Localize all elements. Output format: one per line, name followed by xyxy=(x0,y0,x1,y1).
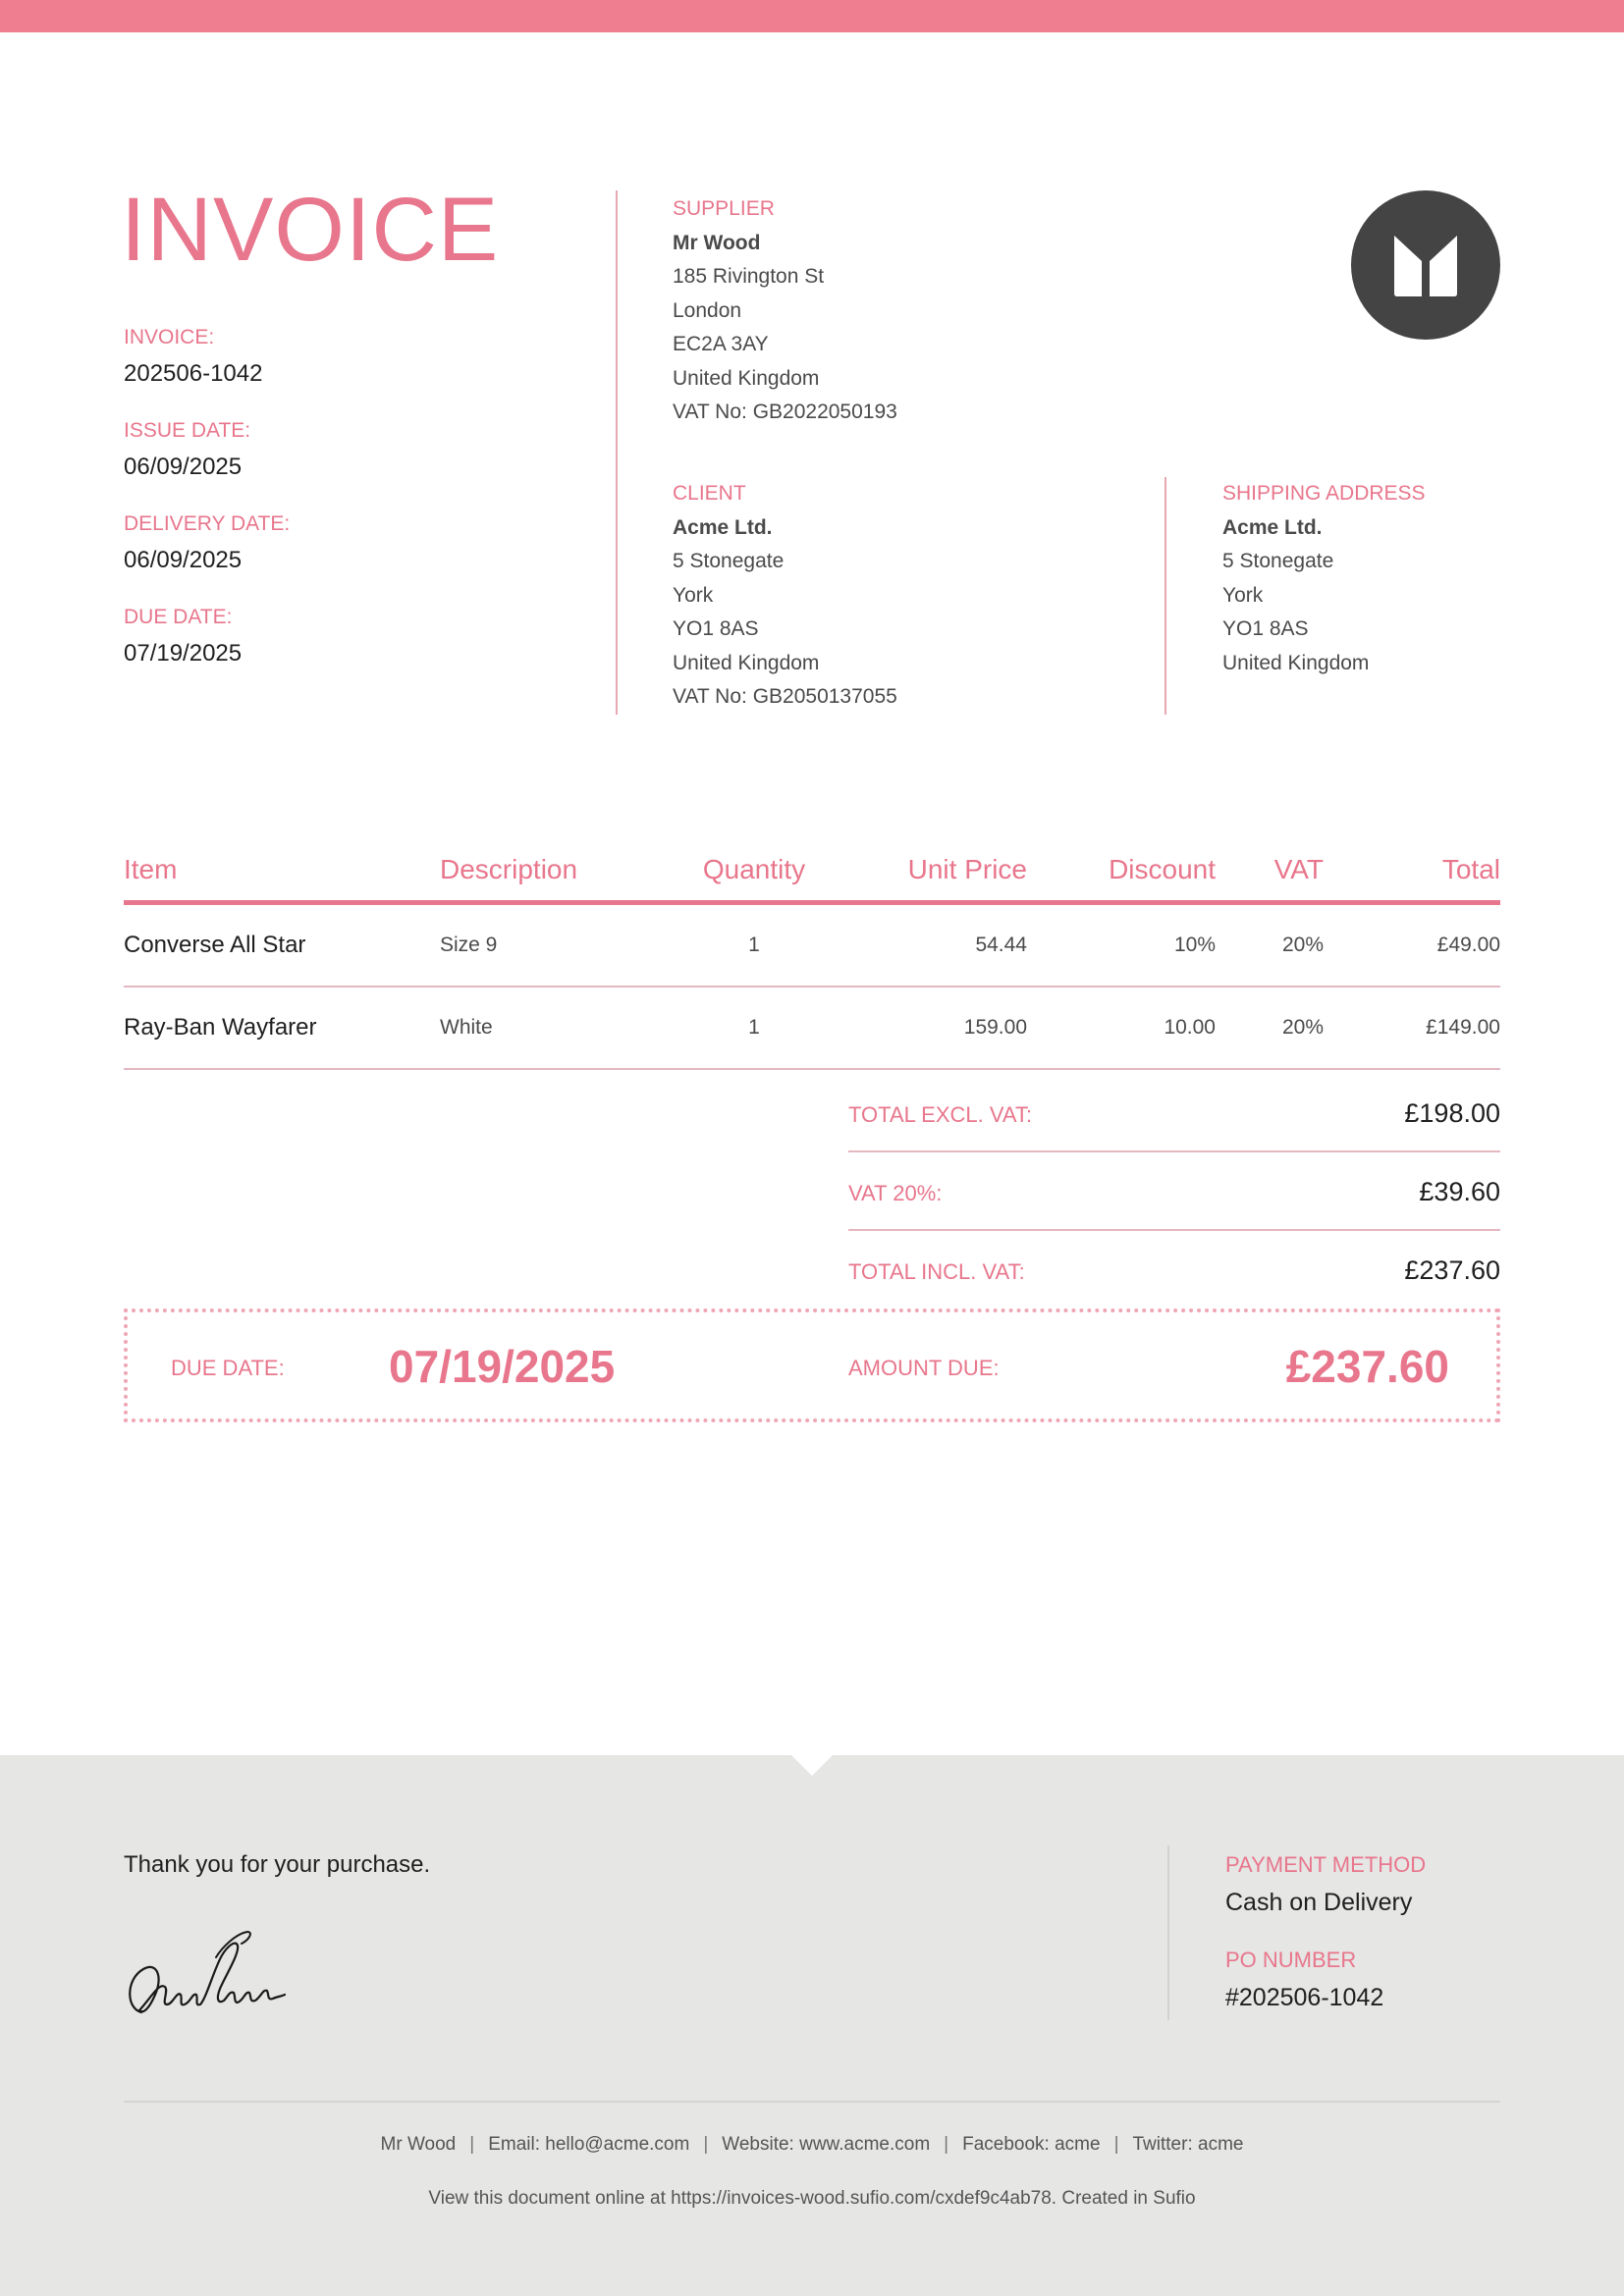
due-box-date-value: 07/19/2025 xyxy=(389,1341,616,1392)
cell-description: Size 9 xyxy=(440,903,676,988)
total-incl-vat-label: TOTAL INCL. VAT: xyxy=(848,1259,1025,1284)
footer-separator xyxy=(124,2101,1500,2103)
client-address-line: United Kingdom xyxy=(673,651,820,674)
supplier-address-line: United Kingdom xyxy=(673,366,820,390)
top-accent-bar xyxy=(0,0,1624,32)
header-unit-price: Unit Price xyxy=(833,839,1027,903)
client-name: Acme Ltd. xyxy=(673,515,773,539)
footer-divider xyxy=(1167,1845,1169,2020)
cell-total: £149.00 xyxy=(1324,987,1500,1069)
supplier-vat-number: VAT No: GB2022050193 xyxy=(673,400,897,423)
cell-quantity: 1 xyxy=(676,987,833,1069)
contact-name: Mr Wood xyxy=(380,2134,457,2155)
table-row xyxy=(124,903,1500,988)
cell-unit-price: 159.00 xyxy=(833,987,1027,1069)
due-box-date-label: DUE DATE: xyxy=(171,1356,285,1380)
supplier-address-line: 185 Rivington St xyxy=(673,265,825,288)
divider-vertical xyxy=(1164,477,1166,715)
client-vat-number: VAT No: GB2050137055 xyxy=(673,685,897,708)
header-item: Item xyxy=(124,839,440,903)
cell-discount: 10.00 xyxy=(1027,987,1216,1069)
amount-due-value: £237.60 xyxy=(1285,1341,1449,1392)
supplier-address-line: EC2A 3AY xyxy=(673,333,769,355)
total-excl-vat-label: TOTAL EXCL. VAT: xyxy=(848,1102,1033,1127)
header-total: Total xyxy=(1324,839,1500,903)
items-table xyxy=(124,839,1500,1070)
delivery-date-value: 06/09/2025 xyxy=(124,547,243,573)
shipping-address-line: United Kingdom xyxy=(1222,651,1370,674)
amount-due-box xyxy=(124,1308,1500,1422)
shipping-address-line: 5 Stonegate xyxy=(1222,550,1334,572)
header-discount: Discount xyxy=(1027,839,1216,903)
payment-method-value: Cash on Delivery xyxy=(1225,1889,1413,1916)
contact-twitter[interactable]: Twitter: acme xyxy=(1132,2134,1244,2155)
cell-total: £49.00 xyxy=(1324,903,1500,988)
total-incl-vat-row xyxy=(848,1231,1500,1309)
due-date-value: 07/19/2025 xyxy=(124,640,243,667)
po-number-value: #202506-1042 xyxy=(1225,1984,1384,2011)
online-document-note[interactable]: View this document online at https://invoices-wood.sufio.com/cxdef9c4ab78. Created in Sufio xyxy=(428,2188,1196,2209)
table-row xyxy=(124,987,1500,1069)
cell-unit-price: 54.44 xyxy=(833,903,1027,988)
shipping-label: SHIPPING ADDRESS xyxy=(1222,482,1426,505)
header-description: Description xyxy=(440,839,676,903)
divider-vertical xyxy=(616,190,618,715)
contact-facebook[interactable]: Facebook: acme xyxy=(962,2134,1101,2155)
delivery-date-label: DELIVERY DATE: xyxy=(124,512,291,535)
footer-notch xyxy=(785,1748,839,1776)
signature-icon xyxy=(120,1926,287,2029)
shipping-block xyxy=(1222,477,1426,680)
shipping-name: Acme Ltd. xyxy=(1222,515,1323,539)
cell-vat: 20% xyxy=(1216,987,1324,1069)
cell-quantity: 1 xyxy=(676,903,833,988)
supplier-label: SUPPLIER xyxy=(673,197,775,220)
client-label: CLIENT xyxy=(673,482,746,505)
vat-label: VAT 20%: xyxy=(848,1181,943,1205)
vat-value: £39.60 xyxy=(1419,1177,1500,1206)
m-logo-icon xyxy=(1351,190,1500,340)
client-block xyxy=(673,477,897,715)
supplier-name: Mr Wood xyxy=(673,231,761,254)
cell-item: Ray-Ban Wayfarer xyxy=(124,987,440,1069)
amount-due-label: AMOUNT DUE: xyxy=(848,1356,1000,1380)
supplier-block xyxy=(673,192,897,430)
client-address-line: YO1 8AS xyxy=(673,617,759,640)
page-title: INVOICE xyxy=(121,180,500,280)
invoice-number-value: 202506-1042 xyxy=(124,360,263,387)
thank-you-message: Thank you for your purchase. xyxy=(124,1851,431,1878)
due-date-label: DUE DATE: xyxy=(124,606,233,628)
contact-email[interactable]: Email: hello@acme.com xyxy=(488,2134,690,2155)
shipping-address-line: YO1 8AS xyxy=(1222,617,1309,640)
cell-discount: 10% xyxy=(1027,903,1216,988)
supplier-address-line: London xyxy=(673,298,742,322)
header-quantity: Quantity xyxy=(676,839,833,903)
client-address-line: York xyxy=(673,583,714,607)
client-address-line: 5 Stonegate xyxy=(673,550,785,572)
header-vat: VAT xyxy=(1216,839,1324,903)
shipping-address-line: York xyxy=(1222,583,1264,607)
issue-date-value: 06/09/2025 xyxy=(124,454,243,480)
payment-method-label: PAYMENT METHOD xyxy=(1225,1852,1427,1877)
contact-line: Mr Wood | Email: hello@acme.com | Website: www.acme.com | Facebook: acme | Twitter: acme xyxy=(380,2134,1244,2155)
po-number-label: PO NUMBER xyxy=(1225,1948,1357,1972)
total-excl-vat-value: £198.00 xyxy=(1404,1098,1500,1128)
cell-vat: 20% xyxy=(1216,903,1324,988)
cell-item: Converse All Star xyxy=(124,903,440,988)
total-incl-vat-value: £237.60 xyxy=(1404,1255,1500,1285)
issue-date-label: ISSUE DATE: xyxy=(124,419,251,442)
contact-website[interactable]: Website: www.acme.com xyxy=(722,2134,931,2155)
total-excl-vat-row xyxy=(848,1074,1500,1152)
cell-description: White xyxy=(440,987,676,1069)
table-header-row xyxy=(124,839,1500,903)
vat-row xyxy=(848,1152,1500,1231)
invoice-number-label: INVOICE: xyxy=(124,326,215,348)
